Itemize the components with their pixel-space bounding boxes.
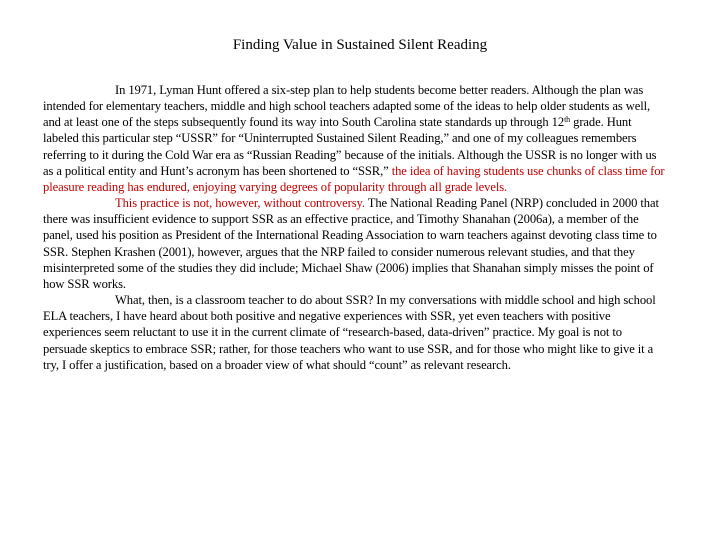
- paragraph-2-highlight: This practice is not, however, without controversy.: [115, 196, 365, 211]
- paragraph-1-text-a: In 1971, Lyman Hunt offered a six-step plan to help students become better readers. Although the plan was intended for elementary teachers, middle and high school teachers adapted some of the ideas to help older students as well, and at least one of the steps subsequently found its way into South Carolina state standards up through 12: [43, 83, 651, 130]
- paragraph-1: [43, 82, 665, 195]
- paragraph-3-text: What, then, is a classroom teacher to do about SSR? In my conversations with middle school and high school ELA teachers, I have heard about both positive and negative experiences with SSR, yet even teachers with positive experiences seem reluctant to use it in the current climate of “research-based, data-driven” practice. My goal is not to persuade skeptics to embrace SSR; rather, for those teachers who want to use SSR, and for those who might like to give it a try, I offer a justification, based on a broader view of what should “count” as relevant research.: [43, 293, 656, 372]
- paragraph-1-text-b: grade. Hunt labeled this particular step “USSR” for “Uninterrupted Sustained Silent Reading,” and one of my colleagues remembers referring to it during the Cold War era as “Russian Reading” because of the initials. Although the USSR is no longer with us as a political entity and Hunt’s acronym has been shortened to “SSR,”: [43, 115, 657, 178]
- document-title: Finding Value in Sustained Silent Reading: [232, 37, 488, 53]
- paragraph-3: [43, 292, 665, 373]
- ordinal-superscript: th: [564, 115, 571, 125]
- paragraph-2: [43, 195, 665, 292]
- paragraph-2-text: The National Reading Panel (NRP) concluded in 2000 that there was insufficient evidence to support SSR as an effective practice, and Timothy Shanahan (2006a), a member of the panel, used his position as President of the International Reading Association to warn teachers against devoting class time to SSR. Stephen Krashen (2001), however, argues that the NRP failed to consider numerous relevant studies, and that they misinterpreted some of the studies they did include; Michael Shaw (2006) implies that Shanahan simply misses the point of how SSR works.: [43, 196, 659, 291]
- paragraph-1-highlight: the idea of having students use chunks of class time for pleasure reading has endured, enjoying varying degrees of popularity through all grade levels.: [43, 163, 665, 194]
- document-body: [43, 82, 665, 373]
